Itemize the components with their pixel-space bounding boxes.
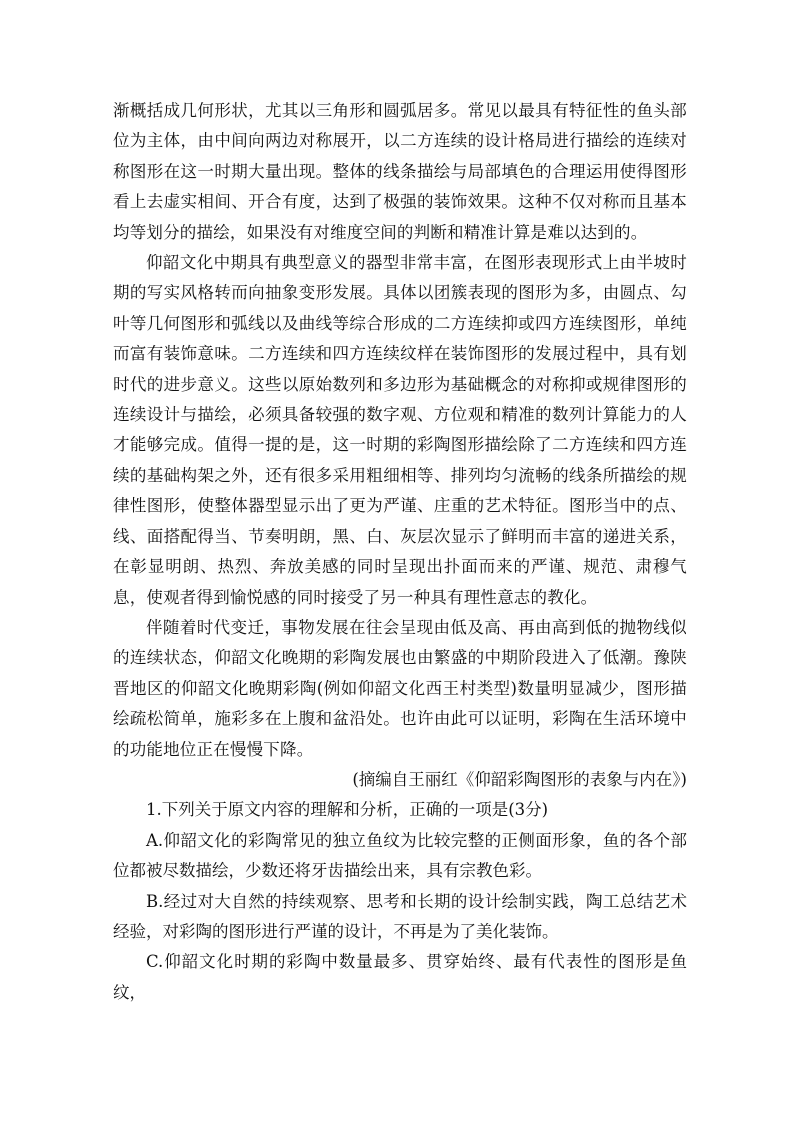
option-c: C.仰韶文化时期的彩陶中数量最多、贯穿始终、最有代表性的图形是鱼纹， xyxy=(113,952,687,1002)
paragraph-late-period: 伴随着时代变迁，事物发展在往会呈现由低及高、再由高到低的抛物线似的连续状态，仰韶文化晚期的彩陶发展也由繁盛的中期阶段进入了低潮。豫陕晋地区的仰韶文化晚期彩陶(例如仰韶文化西王村类型)数量明显减少，图形描绘疏松简单，施彩多在上腹和盆沿处。也许由此可以证明，彩陶在生活环境中的功能地位正在慢慢下降。 xyxy=(113,617,687,759)
source-citation: (摘编自王丽红《仰韶彩陶图形的表象与内在》) xyxy=(352,769,687,789)
paragraph-continuation: 渐概括成几何形状，尤其以三角形和圆弧居多。常见以最具有特征性的鱼头部位为主体，由中间向两边对称展开，以二方连续的设计格局进行描绘的连续对称图形在这一时期大量出现。整体的线条描绘与局部填色的合理运用使得图形看上去虚实相间、开合有度，达到了极强的装饰效果。这种不仅对称而且基本均等划分的描绘，如果没有对维度空间的判断和精准计算是难以达到的。 xyxy=(113,101,687,242)
option-a: A.仰韶文化的彩陶常见的独立鱼纹为比较完整的正侧面形象，鱼的各个部位都被尽数描绘，少数还将牙齿描绘出来，具有宗教色彩。 xyxy=(113,830,687,881)
option-b: B.经过对大自然的持续观察、思考和长期的设计绘制实践，陶工总结艺术经验，对彩陶的图形进行严谨的设计，不再是为了美化装饰。 xyxy=(113,891,687,941)
document-page xyxy=(113,96,687,1008)
question-stem: 1.下列关于原文内容的理解和分析，正确的一项是(3分) xyxy=(146,800,549,820)
paragraph-middle-period: 仰韶文化中期具有典型意义的器型非常丰富，在图形表现形式上由半坡时期的写实风格转而向抽象变形发展。具体以团簇表现的图形为多，由圆点、勾叶等几何图形和弧线以及曲线等综合形成的二方连续抑或四方连续图形，单纯而富有装饰意味。二方连续和四方连续纹样在装饰图形的发展过程中，具有划时代的进步意义。这些以原始数列和多边形为基础概念的对称抑或规律图形的连续设计与描绘，必须具备较强的数字观、方位观和精准的数列计算能力的人才能够完成。值得一提的是，这一时期的彩陶图形描绘除了二方连续和四方连续的基础构架之外，还有很多采用粗细相等、排列均匀流畅的线条所描绘的规律性图形，使整体器型显示出了更为严谨、庄重的艺术特征。图形当中的点、线、面搭配得当、节奏明朗，黑、白、灰层次显示了鲜明而丰富的递进关系，在彰显明朗、热烈、奔放美感的同时呈现出扑面而来的严谨、规范、肃穆气息，使观者得到愉悦感的同时接受了另一种具有理性意志的教化。 xyxy=(113,253,687,607)
